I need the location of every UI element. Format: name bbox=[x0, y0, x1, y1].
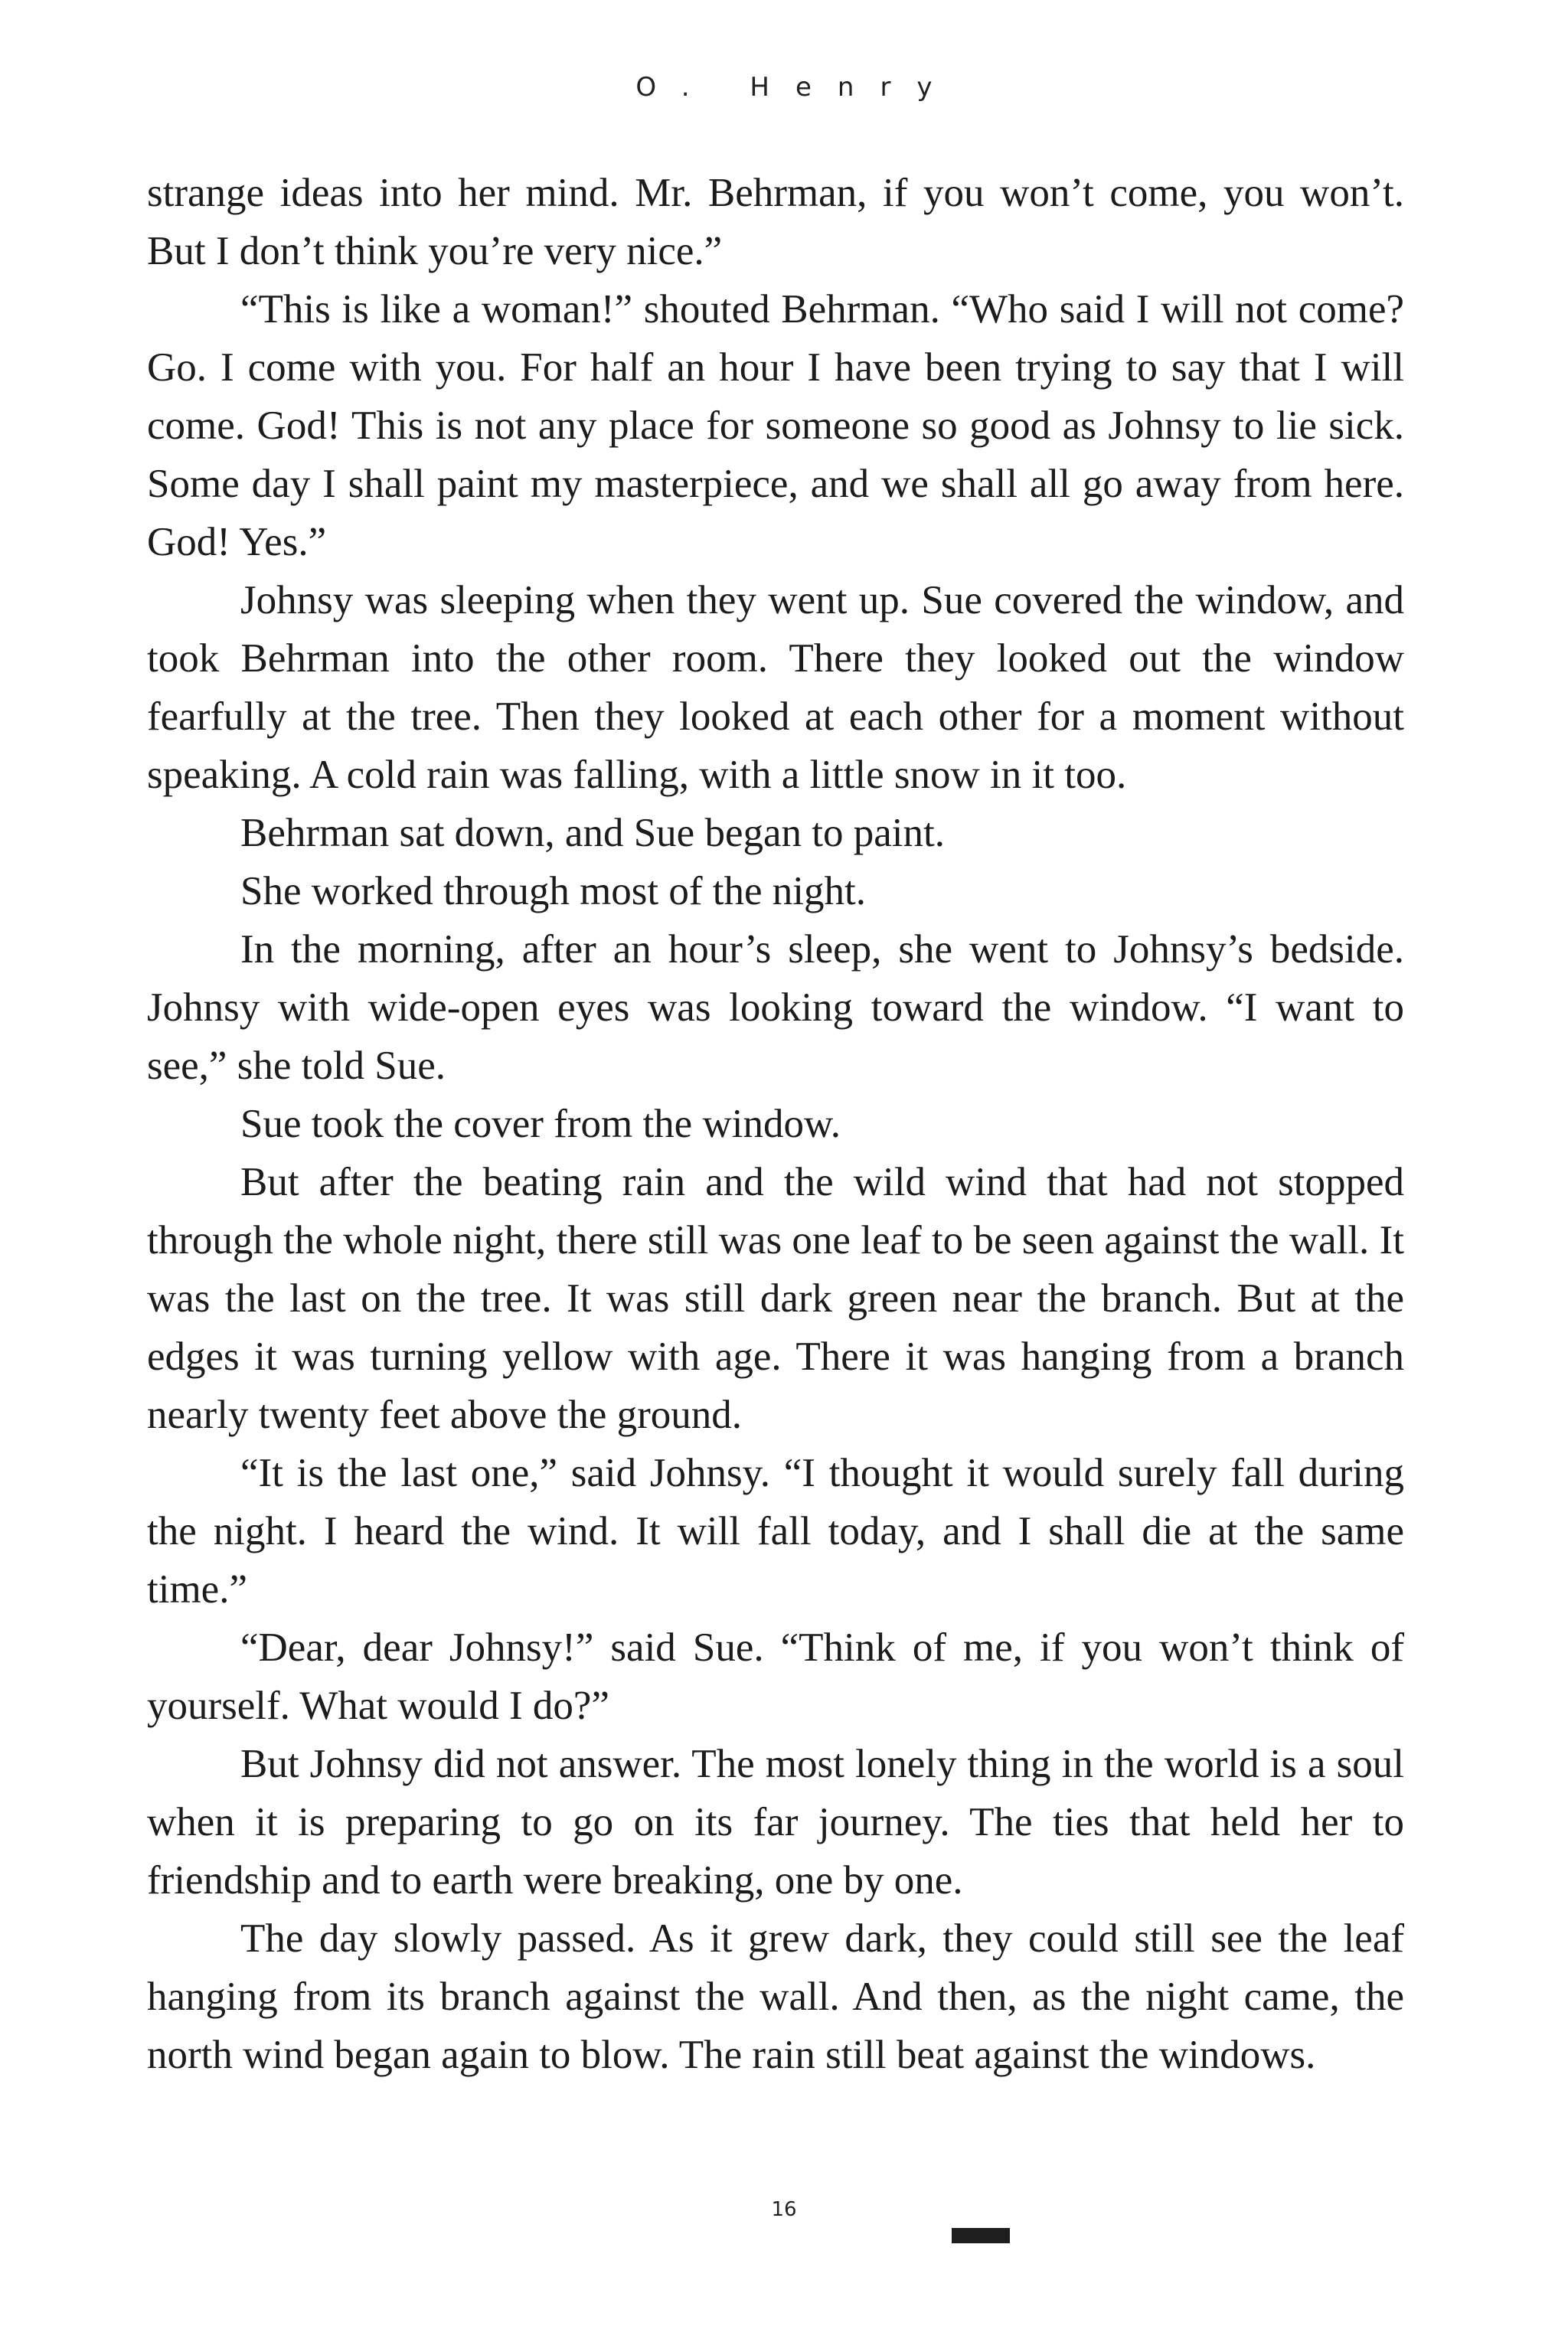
paragraph: But after the beating rain and the wild wind that had not stopped through the whole night, there still was one leaf to be seen against the wall. It was the last on the tree. It was still dark green near the branch. But at the edges it was turning yellow with age. There it was hanging from a branch nearly twenty feet above the ground. bbox=[147, 1160, 1404, 1437]
paragraph: strange ideas into her mind. Mr. Behrman, if you won’t come, you won’t. But I don’t think you’re very nice.” bbox=[147, 171, 1404, 273]
paragraph: “Dear, dear Johnsy!” said Sue. “Think of me, if you won’t think of yourself. What would I do?” bbox=[147, 1625, 1404, 1728]
paragraph: “It is the last one,” said Johnsy. “I thought it would surely fall during the night. I heard the wind. It will fall today, and I shall die at the same time.” bbox=[147, 1451, 1404, 1612]
paragraph: “This is like a woman!” shouted Behrman. “Who said I will not come? Go. I come with you. For half an hour I have been trying to say that I will come. God! This is not any place for someone so good as Johnsy to lie sick. Some day I shall paint my masterpiece, and we shall all go away from here. God! Yes.” bbox=[147, 287, 1404, 564]
page-number: 16 bbox=[771, 2198, 797, 2221]
page-number-bar bbox=[952, 2228, 1010, 2243]
paragraph: In the morning, after an hour’s sleep, she went to Johnsy’s bedside. Johnsy with wide-open eyes was looking toward the window. “I want to see,” she told Sue. bbox=[147, 927, 1404, 1088]
running-head: O. Henry bbox=[635, 72, 959, 103]
paragraph: Johnsy was sleeping when they went up. Sue covered the window, and took Behrman into the other room. There they looked out the window fearfully at the tree. Then they looked at each other for a moment without speaking. A cold rain was falling, with a little snow in it too. bbox=[147, 578, 1404, 797]
paragraph: Behrman sat down, and Sue began to paint. bbox=[240, 811, 945, 855]
paragraph: The day slowly passed. As it grew dark, they could still see the leaf hanging from its branch against the wall. And then, as the night came, the north wind began again to blow. The rain still beat against the windows. bbox=[147, 1916, 1404, 2077]
paragraph: Sue took the cover from the window. bbox=[240, 1102, 841, 1146]
paragraph: She worked through most of the night. bbox=[240, 869, 866, 913]
paragraph: But Johnsy did not answer. The most lonely thing in the world is a soul when it is preparing to go on its far journey. The ties that held her to friendship and to earth were breaking, one by one. bbox=[147, 1742, 1404, 1903]
body-text bbox=[147, 164, 1404, 2084]
